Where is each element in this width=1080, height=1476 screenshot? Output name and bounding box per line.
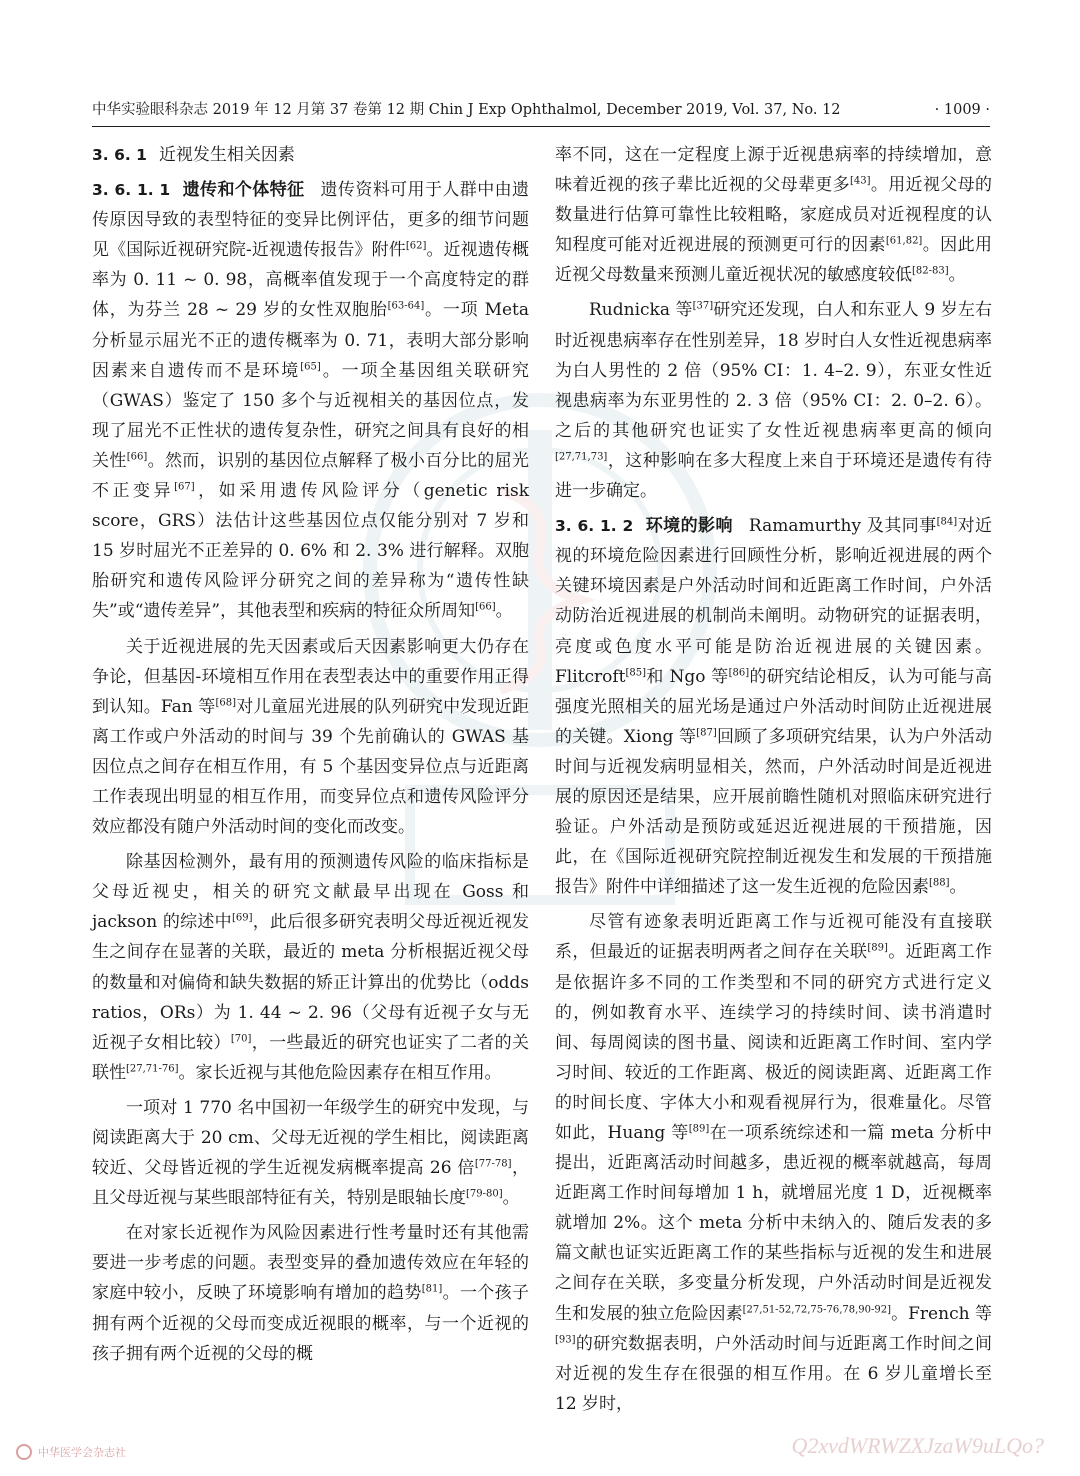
paragraph-chinese-students: 一项对 1 770 名中国初一年级学生的研究中发现，与阅读距离大于 20 cm、父母无近视的学生相比，阅读距离较近、父母皆近视的学生近视发病概率提高 26 倍[77-78]，且父母近视与某些眼部特征有关，特别是眼轴长度[79-80]。 xyxy=(92,1097,529,1209)
citation: [79-80] xyxy=(466,1188,503,1200)
citation: [63-64] xyxy=(387,300,425,312)
publisher-name: 中华医学会杂志社 xyxy=(38,1446,126,1459)
citation: [89] xyxy=(867,942,888,954)
citation: [86] xyxy=(728,666,750,678)
citation: [88] xyxy=(929,877,950,889)
citation: [77-78] xyxy=(474,1158,512,1170)
watermark-code: Q2xvdWRWZXJzaW9uLQo? xyxy=(791,1433,1044,1458)
citation: [68] xyxy=(215,697,237,709)
left-column xyxy=(92,140,529,1374)
citation: [69] xyxy=(231,912,253,924)
paragraph-parental-history: 除基因检测外，最有用的预测遗传风险的临床指标是父母近视史，相关的研究文献最早出现在 Goss 和 jackson 的综述中[69]，此后很多研究表明父母近视近视发生之间存在显著的关联，最近的 meta 分析根据近视父母的数量和对偏倚和缺失数据的矫正计算出的优势比（odds ratios，ORs）为 1. 44 ~ 2. 96（父母有近视子女与无近视子女相比较）[70]，一些最近的研究也证实了二者的关联性[27,71-76]。家长近视与其他危险因素存在相互作用。 xyxy=(92,852,530,1083)
citation: [70] xyxy=(230,1033,252,1045)
citation: [84] xyxy=(936,516,958,528)
citation: [37] xyxy=(692,300,714,312)
citation: [85] xyxy=(625,666,647,678)
citation: [65] xyxy=(300,361,321,372)
paragraph-gene-environment: 关于近视进展的先天因素或后天因素影响更大仍存在争论，但基因-环境相互作用在表型表达中的重要作用正得到认知。Fan 等[68]对儿童屈光进展的队列研究中发现近距离工作或户外活动的时间与 39 个先前确认的 GWAS 基因位点之间存在相互作用，有 5 个基因变异位点与近距离工作表现出明显的相互作用，而变异位点和遗传风险评分效应都没有随户外活动时间的变化而改变。 xyxy=(92,636,529,838)
publisher-seal-icon xyxy=(16,1444,32,1460)
citation: [66] xyxy=(126,451,148,463)
citation: [66] xyxy=(475,601,496,613)
citation: [62] xyxy=(405,240,427,252)
citation: [82-83] xyxy=(912,265,949,277)
paragraph-continued: 率不同，这在一定程度上源于近视患病率的持续增加，意味着近视的孩子辈比近视的父母辈更多[43]。用近视父母的数量进行估算可靠性比较粗略，家庭成员对近视程度的认知程度可能对近视进展的预测更可行的因素[61,82]。因此用近视父母数量来预测儿童近视状况的敏感度较低[82-83]。 xyxy=(555,145,993,286)
citation: [93] xyxy=(555,1334,576,1345)
citation: [27,71,73] xyxy=(555,451,608,463)
journal-citation: 中华实验眼科杂志 2019 年 12 月第 37 卷第 12 期 Chin J Exp Ophthalmol, December 2019, Vol. 37, No. 12 xyxy=(92,102,841,118)
paragraph-near-work: 尽管有迹象表明近距离工作与近视可能没有直接联系，但最近的证据表明两者之间存在关联[89]。近距离工作是依据许多不同的工作类型和不同的研究方式进行定义的，例如教育水平、连续学习的持续时间、读书消遣时间、每周阅读的图书量、阅读和近距离工作时间、室内学习时间、较近的工作距离、极近的阅读距离、近距离工作的时间长度、字体大小和观看视屏行为，很难量化。尽管如此，Huang 等[89]在一项系统综述和一篇 meta 分析中提出，近距离活动时间越多，患近视的概率就越高，每周近距离工作时间每增加 1 h，就增屈光度 1 D，近视概率就增加 2%。这个 meta 分析中未纳入的、随后发表的多篇文献也证实近距离工作的某些指标与近视的发生和进展之间存在关联，多变量分析发现，户外活动时间是近视发生和发展的独立危险因素[27,51-52,72,75-76,78,90-92]。French 等[93]的研究数据表明，户外活动时间与近距离工作时间之间对近视的发生存在很强的相互作用。在 6 岁儿童增长至 12 岁时， xyxy=(555,912,993,1414)
right-column xyxy=(555,140,992,1424)
citation: [87] xyxy=(696,727,717,739)
citation: [27,51-52,72,75-76,78,90-92] xyxy=(742,1303,892,1315)
paragraph-genetics: 3. 6. 1. 1 遗传和个体特征 遗传资料可用于人群中由遗传原因导致的表型特征的变异比例评估，更多的细节问题见《国际近视研究院-近视遗传报告》附件[62]。近视遗传概率为 0. 11 ~ 0. 98，高概率值发现于一个高度特定的群体，为芬兰 28 ~ 29 岁的女性双胞胎[63-64]。一项 Meta 分析显示屈光不正的遗传概率为 0. 71，表明大部分影响因素来自遗传而不是环境[65]。一项全基因组关联研究（GWAS）鉴定了 150 多个与近视相关的基因位点，发现了屈光不正性状的遗传复杂性，研究之间具有良好的相关性[66]。然而，识别的基因位点解释了极小百分比的屈光不正变异[67]，如采用遗传风险评分（genetic risk score，GRS）法估计这些基因位点仅能分别对 7 岁和 15 岁时屈光不正差异的 0. 6% 和 2. 3% 进行解释。双胞胎研究和遗传风险评分研究之间的差异称为“遗传性缺失”或“遗传差异”，其他表型和疾病的特征众所周知[66]。 xyxy=(92,180,530,622)
section-heading: 3. 6. 1 近视发生相关因素 xyxy=(92,145,295,165)
citation: [67] xyxy=(174,481,195,493)
paragraph-gender-difference: Rudnicka 等[37]研究还发现，白人和东亚人 9 岁左右时近视患病率存在性别差异，18 岁时白人女性近视患病率为白人男性的 2 倍（95% CI：1. 4–2. 9），东亚女性近视患病率为东亚男性的 2. 3 倍（95% CI：2. 0–2. 6）。之后的其他研究也证实了女性近视患病率更高的倾向[27,71,73]，这种影响在多大程度上来自于环境还是遗传有待进一步确定。 xyxy=(555,300,992,502)
running-header xyxy=(92,98,990,127)
citation: [61,82] xyxy=(885,235,923,247)
paragraph-risk-consideration: 在对家长近视作为风险因素进行性考量时还有其他需要进一步考虑的问题。表型变异的叠加遗传效应在年轻的家庭中较小，反映了环境影响有增加的趋势[81]。一个孩子拥有两个近视的父母而变成近视眼的概率，与一个近视的孩子拥有两个近视的父母的概 xyxy=(92,1223,530,1364)
citation: [43] xyxy=(850,175,871,187)
publisher-logo xyxy=(16,1442,226,1462)
paragraph-environment: 3. 6. 1. 2 环境的影响 Ramamurthy 及其同事[84]对近视的环境危险因素进行回顾性分析，影响近视进展的两个关键环境因素是户外活动时间和近距离工作时间，户外活动防治近视进展的机制尚未阐明。动物研究的证据表明，亮度或色度水平可能是防治近视进展的关键因素。Flitcroft[85]和 Ngo 等[86]的研究结论相反，认为可能与高强度光照相关的屈光场是通过户外活动时间防止近视进展的关键。Xiong 等[87]回顾了多项研究结果，认为户外活动时间与近视发病明显相关，然而，户外活动时间是近视进展的原因还是结果，应开展前瞻性随机对照临床研究进行验证。户外活动是预防或延迟近视进展的干预措施，因此，在《国际近视研究院控制近视发生和发展的干预措施报告》附件中详细描述了这一发生近视的危险因素[88]。 xyxy=(555,516,993,898)
citation: [89] xyxy=(688,1123,710,1135)
citation: [81] xyxy=(421,1283,443,1295)
page-number: · 1009 · xyxy=(934,102,990,118)
citation: [27,71-76] xyxy=(126,1063,179,1075)
